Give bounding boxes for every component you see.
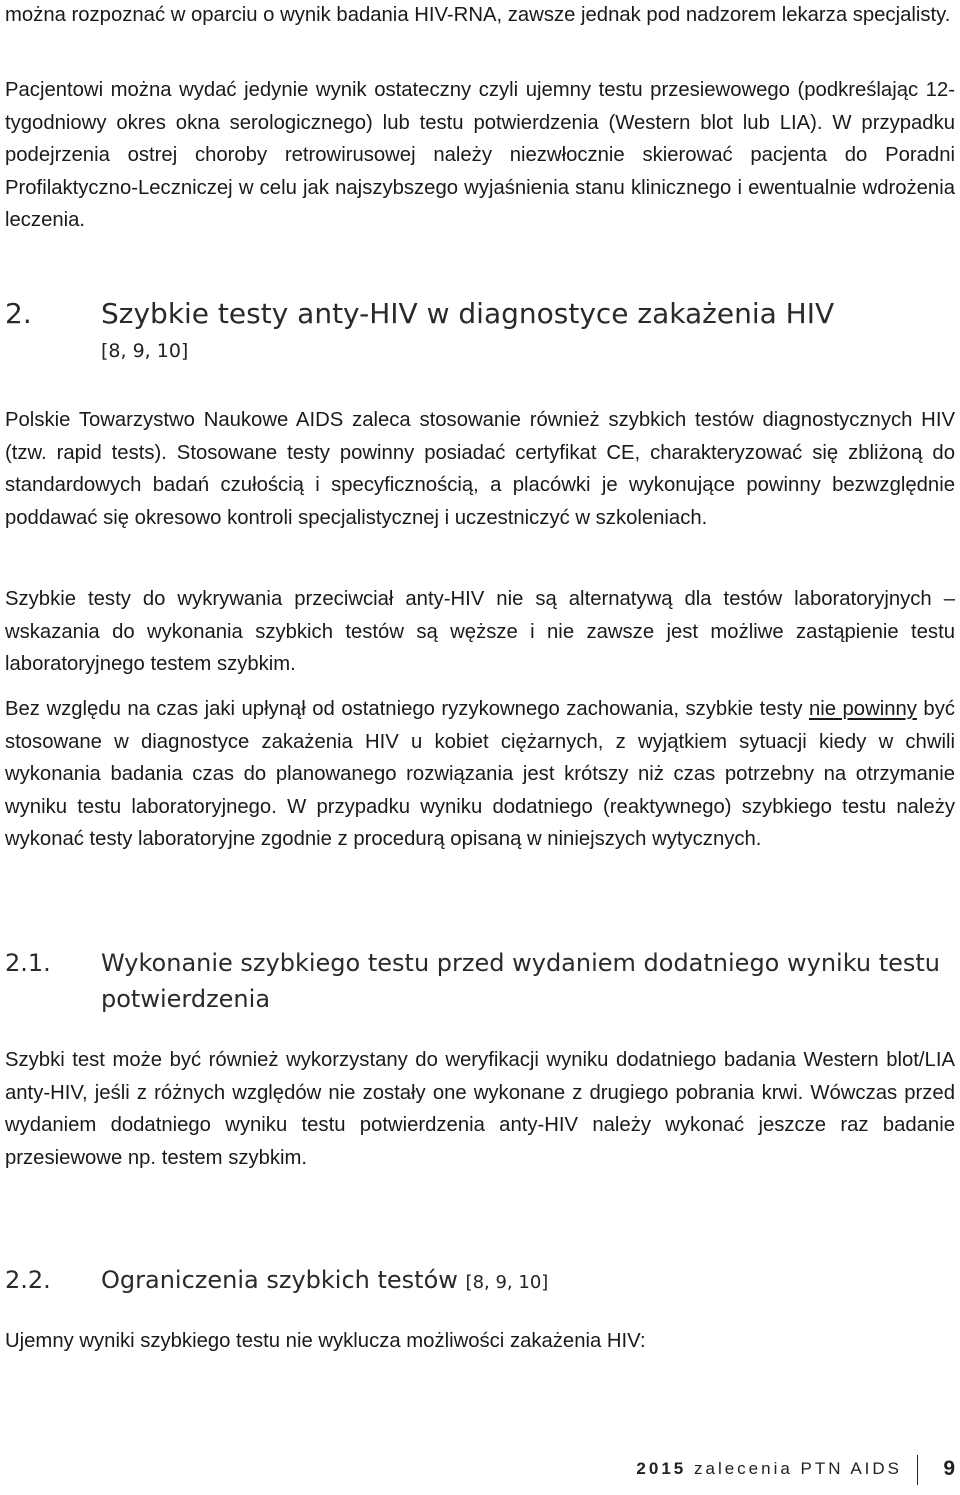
underlined-emphasis: nie powinny [808,698,917,720]
page-number: 9 [943,1457,955,1480]
paragraph-ptn-aids-recommendation: Polskie Towarzystwo Naukowe AIDS zaleca stosowanie również szybkich testów diagnostycznych HIV (tzw. rapid tests). Stosowane testy powinny posiadać certyfikat CE, charakteryzować się zbliżoną do standardowych badań czułością i specyficznością, a placówki je wykonujące powinny bezwzględnie poddawać się okresowo kontroli specjalistycznej i uczestniczyć w szkoleniach. [5,409,955,529]
paragraph-rapid-tests-alternatives: Szybkie testy do wykrywania przeciwciał anty-HIV nie są alternatywą dla testów laboratoryjnych – wskazania do wykonania szybkich testów są węższe i nie zawsze jest możliwe zastąpienie testu laboratoryjnego testem szybkim. [5,588,955,675]
pregnant-text-after: być stosowane w diagnostyce zakażenia HIV u kobiet ciężarnych, z wyjątkiem sytuacji kiedy w chwili wykonania badania czas do planowanego rozwiązania jest krótszy niż czas potrzebny na otrzymanie wyniku testu laboratoryjnego. W przypadku wyniku dodatniego (reaktywnego) szybkiego testu należy wykonać testy laboratoryjne zgodnie z procedurą opisaną w niniejszych wytycznych. [5,698,955,850]
section-2-2-heading [5,1262,955,1301]
section-2-number: 2. [5,297,32,330]
footer-label [636,1459,902,1479]
section-2-2-title: Ograniczenia szybkich testów [101,1266,458,1294]
section-2-2-number: 2.2. [5,1266,51,1294]
footer-divider [917,1455,919,1485]
paragraph-negative-result: Ujemny wyniki szybkiego testu nie wyklucza możliwości zakażenia HIV: [5,1330,646,1352]
footer-title: zalecenia PTN AIDS [693,1459,902,1478]
paragraph-intro-continuation: można rozpoznać w oparciu o wynik badania HIV-RNA, zawsze jednak pod nadzorem lekarza specjalisty. [5,4,951,26]
paragraph-final-result: Pacjentowi można wydać jedynie wynik ostateczny czyli ujemny testu przesiewowego (podkreślając 12-tygodniowy okres okna serologicznego) lub testu potwierdzenia (Western blot lub LIA). W przypadku podejrzenia ostrej choroby retrowirusowej należy niezwłocznie skierować pacjenta do Poradni Profilaktyczno-Leczniczej w celu jak najszybszego wyjaśnienia stanu klinicznego i ewentualnie wdrożenia leczenia. [5,79,955,231]
page-footer [0,1455,960,1495]
section-2-1-heading [5,945,955,1017]
section-2-1-title: Wykonanie szybkiego testu przed wydaniem dodatniego wyniku testu potwierdzenia [101,949,941,1013]
paragraph-rapid-test-verification: Szybki test może być również wykorzystany do weryfikacji wyniku dodatniego badania Western blot/LIA anty-HIV, jeśli z różnych względów nie zostały one wykonane z drugiego pobrania krwi. Wówczas przed wydaniem dodatniego wyniku testu potwierdzenia anty-HIV należy wykonać jeszcze raz badanie przesiewowe np. testem szybkim. [5,1049,955,1169]
footer-year: 2015 [636,1459,687,1478]
section-2-heading [5,297,955,368]
paragraph-pregnant-women [5,693,955,856]
section-2-references: [8, 9, 10] [101,340,189,362]
section-2-title: Szybkie testy anty-HIV w diagnostyce zakażenia HIV [101,297,835,330]
pregnant-text-before: Bez względu na czas jaki upłynął od ostatniego ryzykownego zachowania, szybkie testy [5,698,809,720]
section-2-1-number: 2.1. [5,949,51,977]
section-2-2-references: [8, 9, 10] [465,1272,549,1293]
